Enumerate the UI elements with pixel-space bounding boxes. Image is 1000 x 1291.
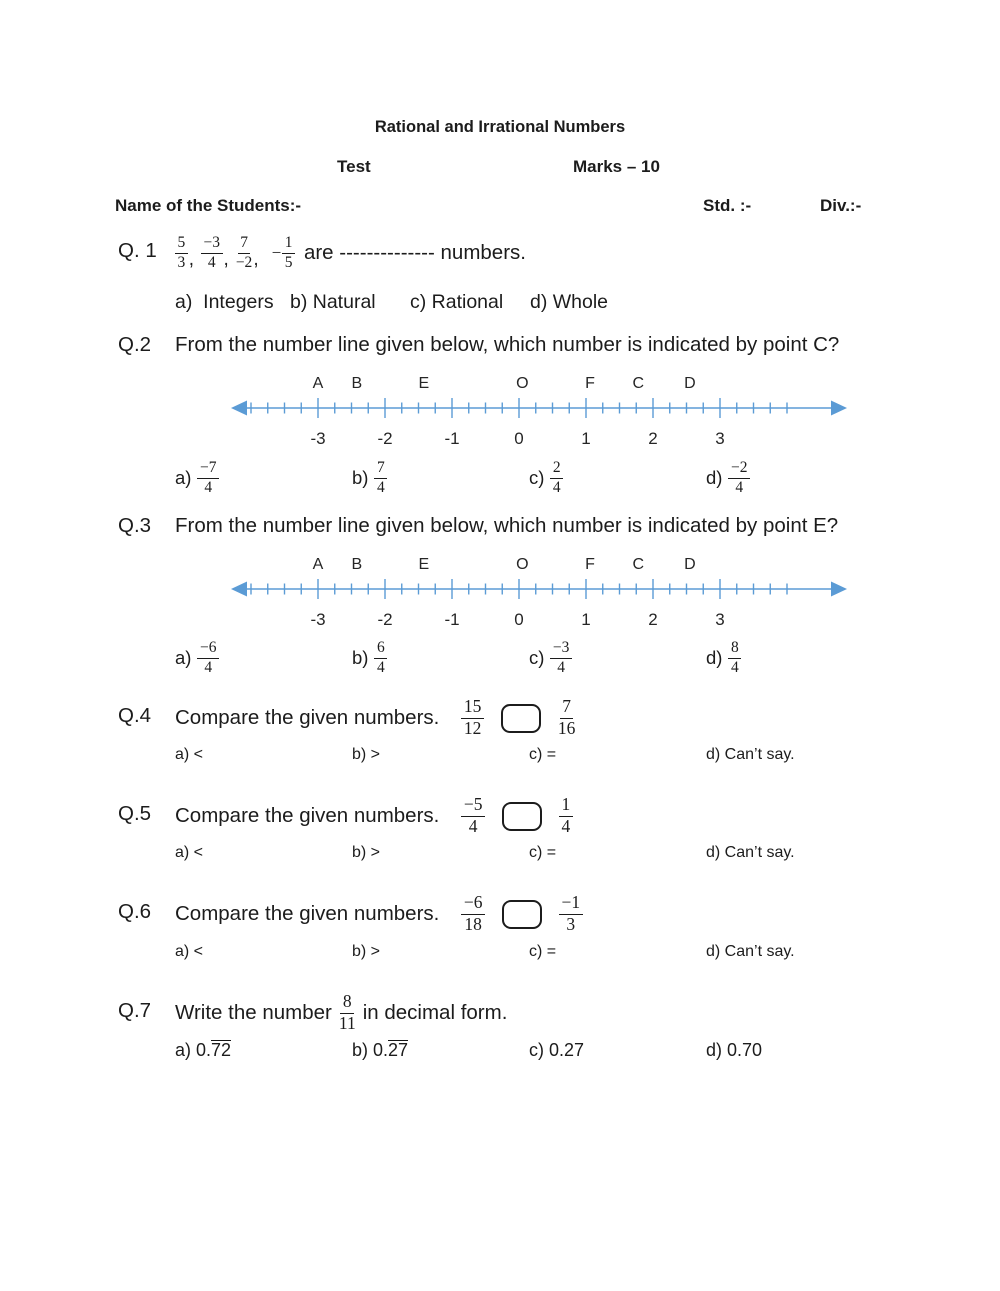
q7-row <box>0 987 1000 1039</box>
option-b: b) > <box>352 844 381 861</box>
number-line-point-label: D <box>684 375 696 392</box>
number-line-point-label: C <box>632 556 645 573</box>
compare-answer-box <box>501 704 541 733</box>
q1-row <box>0 229 1000 277</box>
number-line-point-label: C <box>632 375 645 392</box>
number-line-number-label: 1 <box>581 610 591 629</box>
fraction-separator: , <box>253 249 259 270</box>
number-line-svg <box>228 366 850 450</box>
q7-text-after: in decimal form. <box>362 1001 508 1024</box>
number-line-number-label: 0 <box>514 429 524 448</box>
fraction: $\frac{-6}{4}$ <box>197 639 219 676</box>
q7-label: Q.7 <box>118 999 152 1022</box>
number-line-point-label: B <box>351 375 363 392</box>
number-line-point-label: F <box>585 556 595 573</box>
repeating-decimal-overline: 27 <box>388 1039 409 1060</box>
q5-label: Q.5 <box>118 802 152 825</box>
fraction: $\frac{8}{4}$ <box>728 639 741 676</box>
students-name-label: Name of the Students:- <box>115 196 302 215</box>
number-line-number-label: -3 <box>310 610 326 629</box>
number-line-number-label: -3 <box>310 429 326 448</box>
q6-label: Q.6 <box>118 900 152 923</box>
number-line-number-label: 3 <box>715 610 725 629</box>
fraction: $\frac{15}{12}$ <box>461 697 484 739</box>
marks-label: Marks – 10 <box>573 157 660 176</box>
fraction: $\frac{1}{4}$ <box>559 795 573 837</box>
fraction: $\frac{2}{4}$ <box>550 459 563 496</box>
fraction: $\frac{7}{-2}$ <box>235 234 253 272</box>
number-line-point-label: E <box>418 556 430 573</box>
fraction: $\frac{-7}{4}$ <box>197 459 219 496</box>
number-line-1 <box>228 366 850 455</box>
option-c: c) = <box>529 746 557 763</box>
option-a: a) Integers <box>175 291 274 313</box>
number-line-number-label: 0 <box>514 610 524 629</box>
answer-option: d) $\frac{8}{4}$ <box>706 639 883 676</box>
q1-fill-text: are -------------- numbers. <box>303 241 526 264</box>
q4-row <box>0 692 1000 744</box>
number-line-point-label: A <box>312 556 324 573</box>
number-line-2 <box>228 547 850 636</box>
q5-text: Compare the given numbers. <box>175 804 440 827</box>
option-c: c) = <box>529 943 557 960</box>
option-d: d) Whole <box>530 291 609 313</box>
number-line-point-label: O <box>516 556 529 573</box>
option-a: a) < <box>175 746 204 763</box>
div-label: Div.:- <box>820 196 862 215</box>
minus-sign: − <box>271 243 282 262</box>
q6-content <box>175 888 583 940</box>
answer-option: c) $\frac{-3}{4}$ <box>529 639 706 676</box>
q5-content <box>175 790 573 842</box>
q6-text: Compare the given numbers. <box>175 902 440 925</box>
number-line-point-label: A <box>312 375 324 392</box>
q7-content <box>175 987 507 1039</box>
option-d: d) Can’t say. <box>706 844 795 861</box>
q5-row <box>0 790 1000 842</box>
left-arrowhead <box>231 401 247 416</box>
option-b: b) Natural <box>290 291 376 313</box>
test-label: Test <box>337 157 371 176</box>
number-line-number-label: -1 <box>444 429 460 448</box>
q1-content <box>175 229 526 277</box>
q1-options <box>175 291 608 314</box>
number-line-point-label: B <box>351 556 363 573</box>
number-line-point-label: D <box>684 556 696 573</box>
q4-content <box>175 692 575 744</box>
fraction: $\frac{5}{3}$ <box>175 234 188 271</box>
fraction: $\frac{1}{5}$ <box>282 234 295 271</box>
number-line-svg <box>228 547 850 631</box>
fraction: $\frac{-6}{18}$ <box>461 893 485 935</box>
q6-row <box>0 888 1000 940</box>
std-label: Std. :- <box>703 196 752 215</box>
answer-option: b) $\frac{7}{4}$ <box>352 459 529 496</box>
repeating-decimal-overline: 72 <box>211 1039 232 1060</box>
q2-label: Q.2 <box>118 333 152 356</box>
compare-answer-box <box>502 900 542 929</box>
number-line-number-label: 2 <box>648 429 658 448</box>
option-b: b) 0.27 <box>352 1039 409 1060</box>
number-line-point-label: F <box>585 375 595 392</box>
right-arrowhead <box>831 582 847 597</box>
answer-option: c) $\frac{2}{4}$ <box>529 459 706 496</box>
page-title: Rational and Irrational Numbers <box>374 118 626 136</box>
fraction: $\frac{-5}{4}$ <box>461 795 485 837</box>
q2-answers <box>0 455 1000 501</box>
fraction: $\frac{-3}{4}$ <box>550 639 572 676</box>
number-line-point-label: O <box>516 375 529 392</box>
q4-text: Compare the given numbers. <box>175 706 440 729</box>
option-c: c) 0.27 <box>529 1039 585 1060</box>
fraction: $\frac{7}{4}$ <box>374 459 387 496</box>
option-a: a) 0.72 <box>175 1039 232 1060</box>
answer-option: a) $\frac{-7}{4}$ <box>175 459 352 496</box>
q3-label: Q.3 <box>118 514 152 537</box>
compare-answer-box <box>502 802 542 831</box>
right-arrowhead <box>831 401 847 416</box>
q1-label: Q. 1 <box>118 239 157 262</box>
option-b: b) > <box>352 943 381 960</box>
fraction: $\frac{7}{16}$ <box>557 696 576 739</box>
option-c: c) = <box>529 844 557 861</box>
number-line-number-label: -2 <box>377 610 393 629</box>
option-a: a) < <box>175 844 204 861</box>
fraction: $\frac{8}{11}$ <box>338 991 356 1034</box>
q3-text: From the number line given below, which number is indicated by point E? <box>175 514 839 537</box>
number-line-number-label: 2 <box>648 610 658 629</box>
left-arrowhead <box>231 582 247 597</box>
fraction-separator: , <box>223 249 229 270</box>
option-a: a) < <box>175 943 204 960</box>
q7-text-before: Write the number <box>175 1001 332 1024</box>
fraction: $\frac{-3}{4}$ <box>201 234 223 271</box>
number-line-point-label: E <box>418 375 430 392</box>
q4-label: Q.4 <box>118 704 152 727</box>
answer-option: b) $\frac{6}{4}$ <box>352 639 529 676</box>
option-b: b) > <box>352 746 381 763</box>
number-line-number-label: 3 <box>715 429 725 448</box>
fraction: $\frac{-1}{3}$ <box>559 893 583 935</box>
option-d: d) 0.70 <box>706 1039 763 1060</box>
option-d: d) Can’t say. <box>706 943 795 960</box>
q2-text: From the number line given below, which number is indicated by point C? <box>175 333 840 356</box>
answer-option: a) $\frac{-6}{4}$ <box>175 639 352 676</box>
option-c: c) Rational <box>410 291 504 313</box>
answer-option: d) $\frac{-2}{4}$ <box>706 459 883 496</box>
q3-answers <box>0 635 1000 681</box>
number-line-number-label: 1 <box>581 429 591 448</box>
option-d: d) Can’t say. <box>706 746 795 763</box>
number-line-number-label: -1 <box>444 610 460 629</box>
fraction: $\frac{-2}{4}$ <box>728 459 750 496</box>
number-line-number-label: -2 <box>377 429 393 448</box>
fraction-separator: , <box>188 249 195 270</box>
fraction: $\frac{6}{4}$ <box>374 639 387 676</box>
